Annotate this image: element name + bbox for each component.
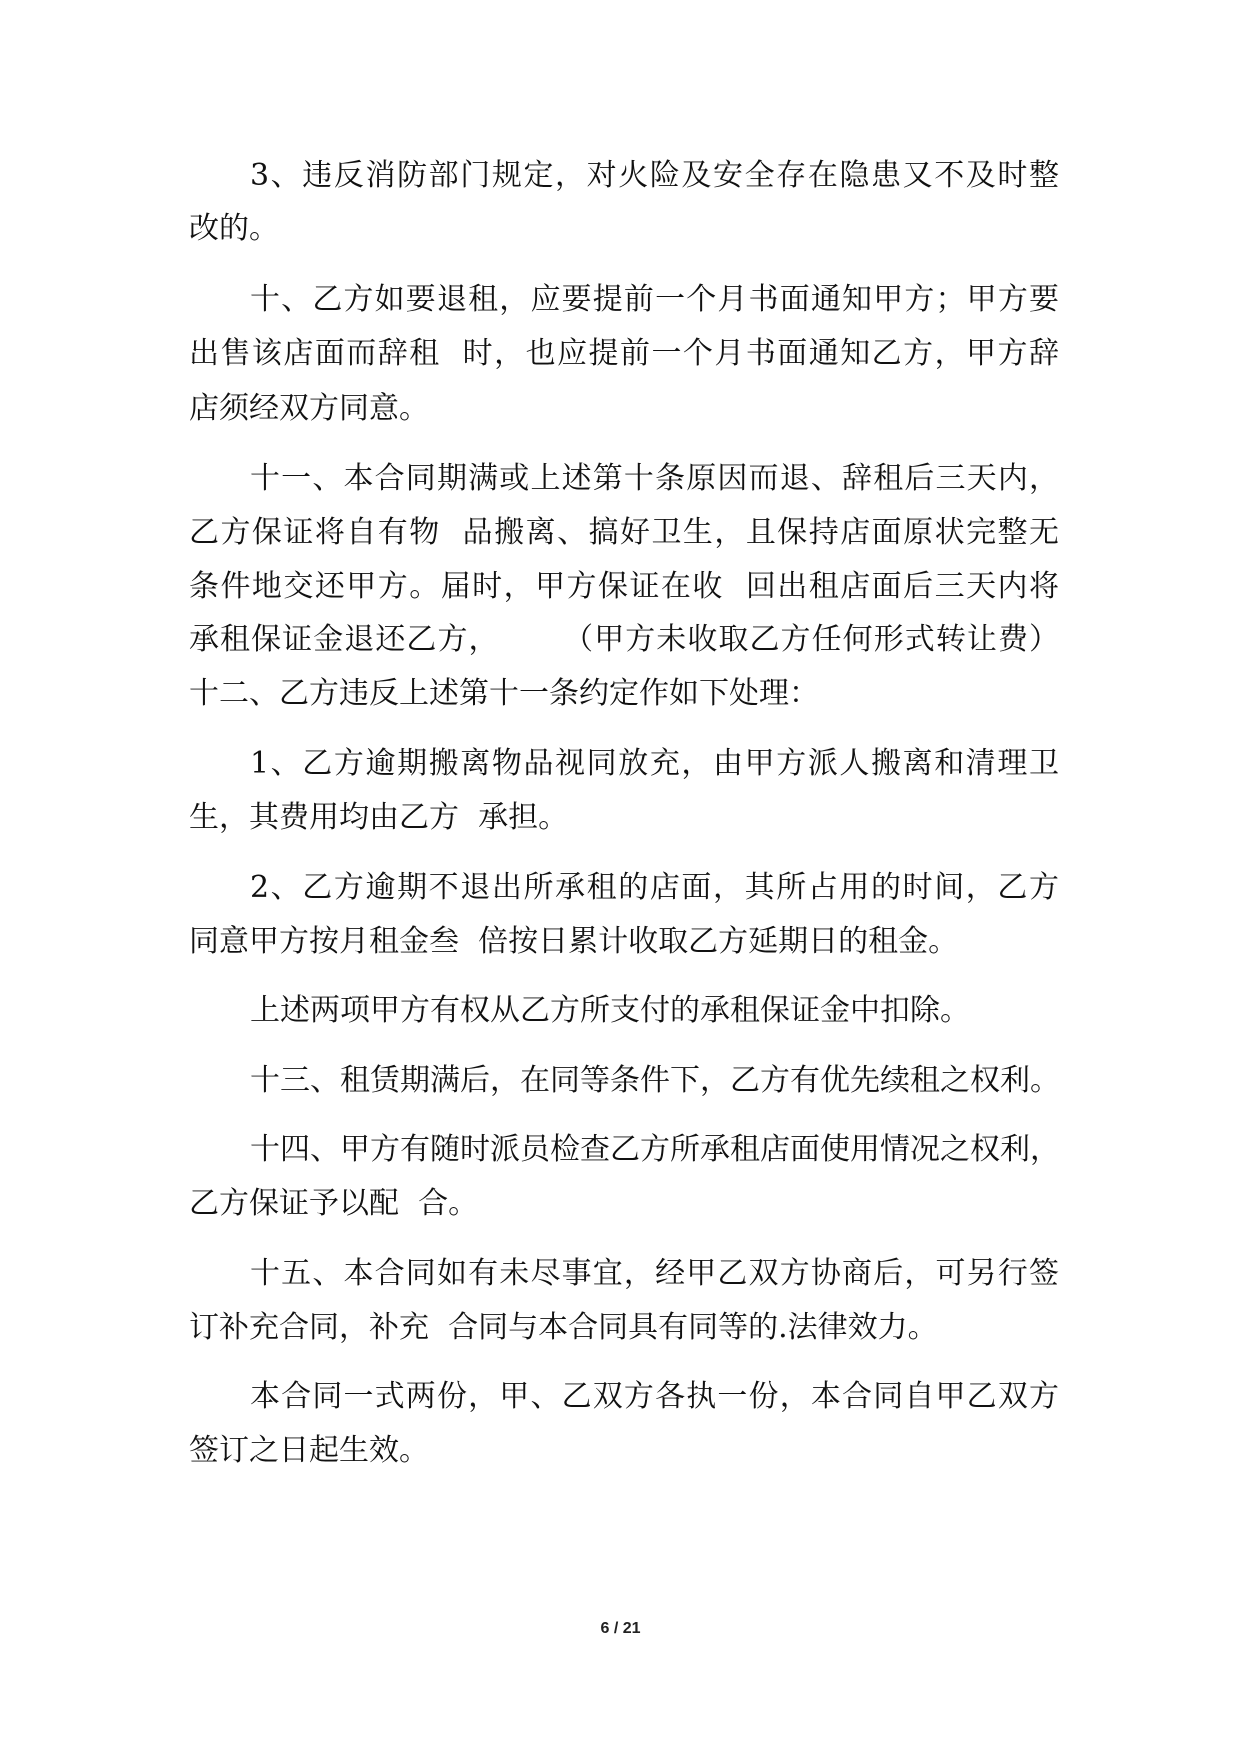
clause-13: 十三、租赁期满后，在同等条件下，乙方有优先续租之权利。 xyxy=(250,1063,1060,1098)
clause-11-line-4: 承租保证金退还乙方， （甲方未收取乙方任何形式转让费） xyxy=(189,622,1059,657)
clause-11-line-1: 十一、本合同期满或上述第十条原因而退、辞租后三天内， xyxy=(250,461,1059,496)
clause-15-line-2: 订补充合同，补充 合同与本合同具有同等的.法律效力。 xyxy=(189,1310,938,1345)
clause-15-line-1: 十五、本合同如有未尽事宜，经甲乙双方协商后，可另行签 xyxy=(250,1256,1059,1291)
clause-12-1-line-2: 生，其费用均由乙方 承担。 xyxy=(189,800,569,835)
clause-12-1-line-1: 1、乙方逾期搬离物品视同放充，由甲方派人搬离和清理卫 xyxy=(250,746,1059,781)
clause-14-line-2: 乙方保证予以配 合。 xyxy=(189,1186,479,1221)
clause-11-line-2: 乙方保证将自有物 品搬离、搞好卫生，且保持店面原状完整无 xyxy=(189,515,1059,550)
closing-line-2: 签订之日起生效。 xyxy=(189,1433,429,1468)
clause-12-heading: 十二、乙方违反上述第十一条约定作如下处理： xyxy=(189,676,819,711)
clause-9-3-line-2: 改的。 xyxy=(189,211,279,246)
clause-12-note: 上述两项甲方有权从乙方所支付的承租保证金中扣除。 xyxy=(250,993,970,1028)
clause-9-3-line-1: 3、违反消防部门规定，对火险及安全存在隐患又不及时整 xyxy=(250,158,1059,193)
page-number: 6 / 21 xyxy=(600,1620,641,1637)
clause-12-2-line-2: 同意甲方按月租金叁 倍按日累计收取乙方延期日的租金。 xyxy=(189,924,959,959)
clause-14-line-1: 十四、甲方有随时派员检查乙方所承租店面使用情况之权利， xyxy=(250,1132,1060,1167)
closing-line-1: 本合同一式两份，甲、乙双方各执一份，本合同自甲乙双方 xyxy=(250,1379,1059,1414)
clause-12-2-line-1: 2、乙方逾期不退出所承租的店面，其所占用的时间，乙方 xyxy=(250,870,1059,905)
clause-11-line-3: 条件地交还甲方。届时，甲方保证在收 回出租店面后三天内将 xyxy=(189,569,1059,604)
clause-10-line-2: 出售该店面而辞租 时，也应提前一个月书面通知乙方，甲方辞 xyxy=(189,336,1059,371)
clause-10-line-1: 十、乙方如要退租，应要提前一个月书面通知甲方；甲方要 xyxy=(250,282,1059,317)
clause-10-line-3: 店须经双方同意。 xyxy=(189,391,429,426)
